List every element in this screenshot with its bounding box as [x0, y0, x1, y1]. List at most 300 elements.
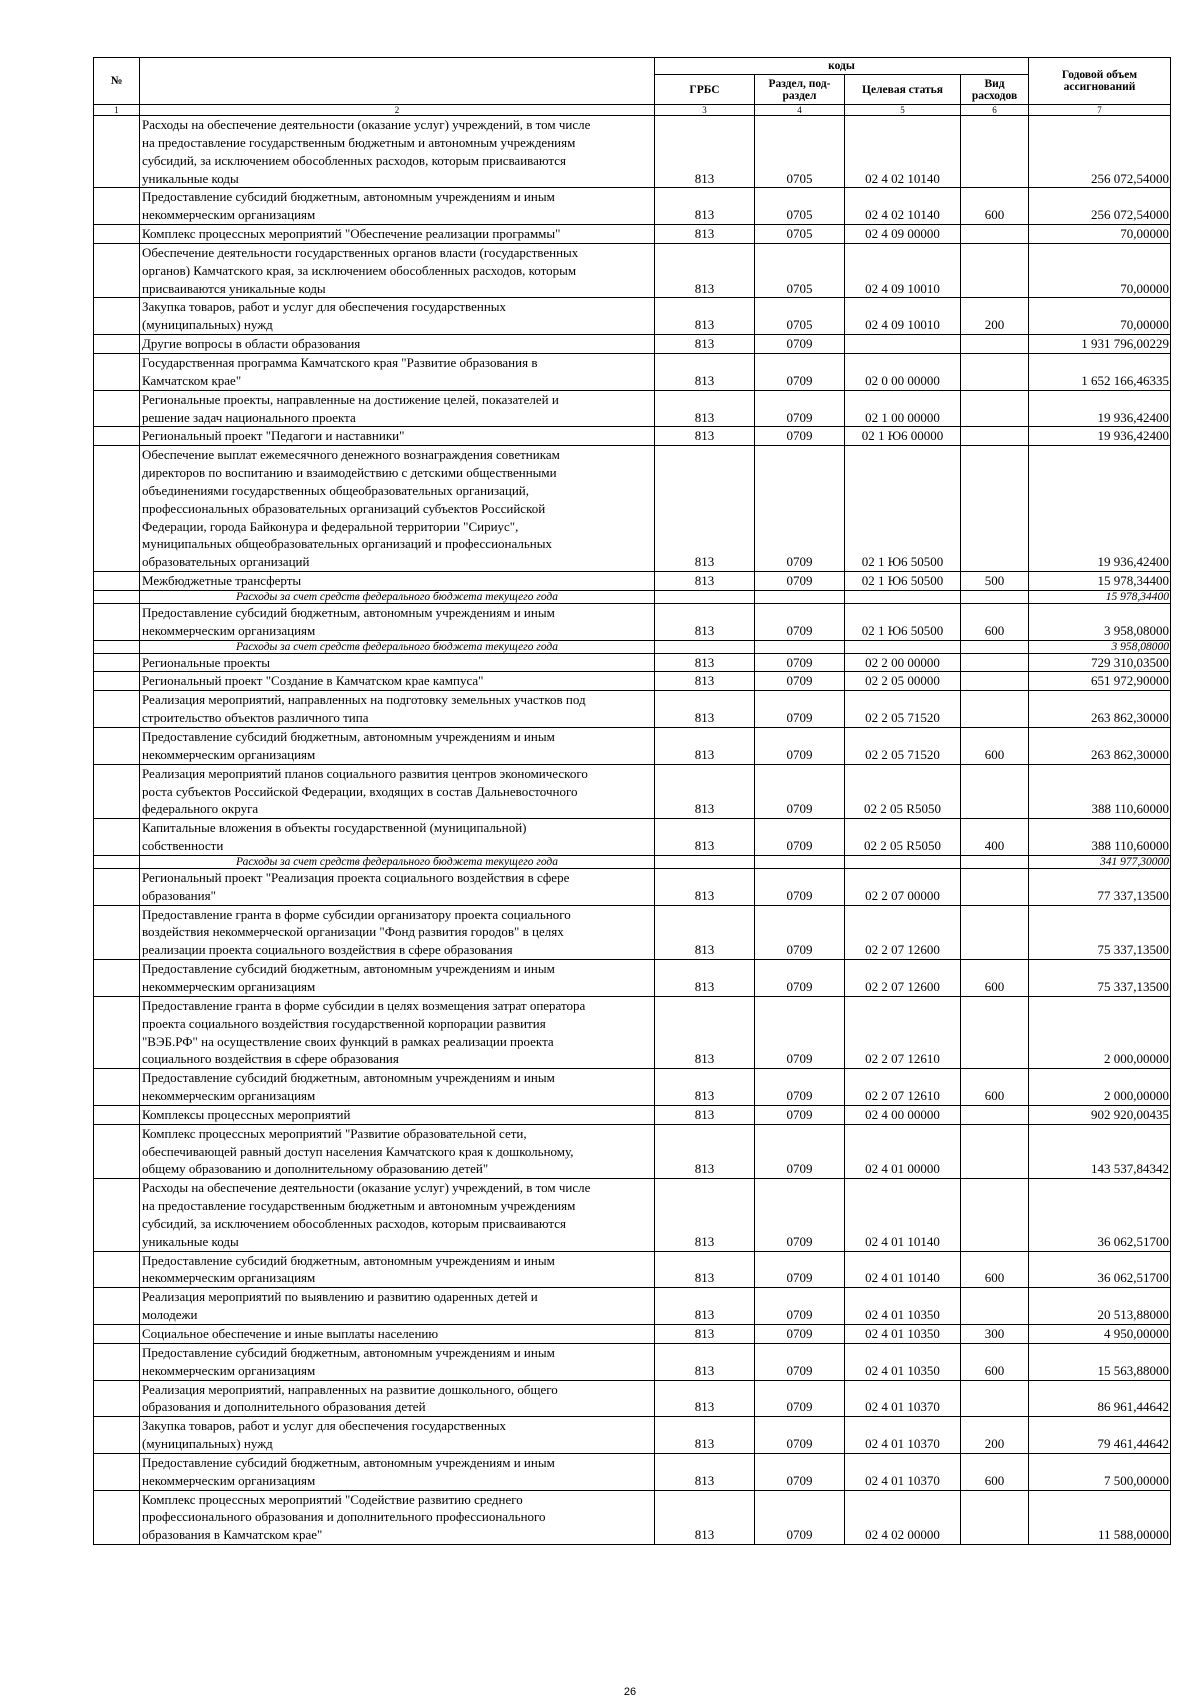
table-row [94, 188, 1171, 225]
row-target-cell: 02 4 09 10010 [845, 243, 961, 298]
row-name-cell: Региональные проекты [140, 653, 655, 672]
row-grbs-cell: 813 [655, 225, 755, 244]
row-type-cell [961, 764, 1029, 819]
table-row [94, 728, 1171, 765]
table-row [94, 764, 1171, 819]
row-grbs-cell: 813 [655, 335, 755, 354]
row-section-cell: 0705 [755, 116, 845, 188]
row-name-cell: Региональный проект "Педагоги и наставники" [140, 427, 655, 446]
row-name-cell: Комплекс процессных мероприятий "Содействие развитию среднего профессионального образования и дополнительного профессионального образования в Камчатском крае" [140, 1490, 655, 1545]
row-amount-cell: 36 062,51700 [1029, 1251, 1171, 1288]
row-section-cell [755, 640, 845, 653]
row-section-cell: 0709 [755, 1343, 845, 1380]
row-name-cell: Реализация мероприятий планов социального развития центров экономического роста субъектов Российской Федерации, входящих в состав Дальневосточного федерального округа [140, 764, 655, 819]
row-number-cell [94, 225, 140, 244]
row-section-cell: 0709 [755, 764, 845, 819]
header-num: № [94, 58, 140, 105]
row-target-cell: 02 4 01 10350 [845, 1325, 961, 1344]
row-target-cell: 02 4 09 10010 [845, 298, 961, 335]
row-target-cell [845, 640, 961, 653]
row-grbs-cell: 813 [655, 1453, 755, 1490]
row-name-cell: Комплекс процессных мероприятий "Обеспечение реализации программы" [140, 225, 655, 244]
row-amount-cell: 263 862,30000 [1029, 691, 1171, 728]
row-grbs-cell: 813 [655, 116, 755, 188]
row-amount-cell: 77 337,13500 [1029, 868, 1171, 905]
row-number-cell [94, 1288, 140, 1325]
row-grbs-cell: 813 [655, 353, 755, 390]
row-amount-cell: 1 652 166,46335 [1029, 353, 1171, 390]
row-section-cell: 0709 [755, 603, 845, 640]
row-grbs-cell: 813 [655, 390, 755, 427]
row-section-cell: 0709 [755, 353, 845, 390]
table-row [94, 996, 1171, 1068]
row-number-cell [94, 188, 140, 225]
table-row [94, 116, 1171, 188]
row-amount-cell: 143 537,84342 [1029, 1124, 1171, 1179]
row-type-cell [961, 1105, 1029, 1124]
row-grbs-cell: 813 [655, 1105, 755, 1124]
row-target-cell: 02 2 07 12610 [845, 996, 961, 1068]
row-grbs-cell: 813 [655, 1417, 755, 1454]
row-grbs-cell: 813 [655, 298, 755, 335]
row-grbs-cell: 813 [655, 1251, 755, 1288]
table-row [94, 868, 1171, 905]
row-target-cell: 02 4 02 00000 [845, 1490, 961, 1545]
row-target-cell: 02 4 02 10140 [845, 188, 961, 225]
row-type-cell [961, 1380, 1029, 1417]
row-target-cell: 02 2 07 12600 [845, 960, 961, 997]
row-grbs-cell: 813 [655, 1380, 755, 1417]
row-type-cell [961, 855, 1029, 868]
table-row [94, 905, 1171, 960]
row-number-cell [94, 764, 140, 819]
row-type-cell [961, 905, 1029, 960]
row-amount-cell: 256 072,54000 [1029, 188, 1171, 225]
row-type-cell [961, 1288, 1029, 1325]
table-row [94, 390, 1171, 427]
row-type-cell [961, 590, 1029, 603]
row-number-cell [94, 572, 140, 591]
row-target-cell: 02 4 01 10370 [845, 1380, 961, 1417]
row-type-cell [961, 225, 1029, 244]
row-name-cell: Другие вопросы в области образования [140, 335, 655, 354]
header-section: Раздел, под- раздел [755, 75, 845, 105]
row-amount-cell: 3 958,08000 [1029, 603, 1171, 640]
row-section-cell: 0709 [755, 960, 845, 997]
header-target: Целевая статья [845, 75, 961, 105]
row-type-cell [961, 653, 1029, 672]
row-section-cell: 0705 [755, 298, 845, 335]
table-row [94, 225, 1171, 244]
header-index: 2 [140, 105, 655, 116]
header-annual: Годовой объем ассигнований [1029, 58, 1171, 105]
row-target-cell: 02 4 01 10350 [845, 1288, 961, 1325]
row-name-cell: Предоставление гранта в форме субсидии организатору проекта социального воздействия некоммерческой организации "Фонд развития городов" в целях реализации проекта социального воздействия в сфере образования [140, 905, 655, 960]
row-type-cell [961, 116, 1029, 188]
row-amount-cell: 651 972,90000 [1029, 672, 1171, 691]
row-name-cell: Реализация мероприятий, направленных на развитие дошкольного, общего образования и дополнительного образования детей [140, 1380, 655, 1417]
row-type-cell: 300 [961, 1325, 1029, 1344]
row-section-cell: 0709 [755, 868, 845, 905]
federal-subtotal-row [94, 855, 1171, 868]
row-amount-cell: 902 920,00435 [1029, 1105, 1171, 1124]
row-target-cell: 02 2 05 71520 [845, 728, 961, 765]
row-section-cell: 0709 [755, 1417, 845, 1454]
row-target-cell: 02 0 00 00000 [845, 353, 961, 390]
row-amount-cell: 3 958,08000 [1029, 640, 1171, 653]
row-grbs-cell: 813 [655, 960, 755, 997]
federal-subtotal-row [94, 590, 1171, 603]
table-row [94, 1453, 1171, 1490]
row-name-cell: Предоставление субсидий бюджетным, автономным учреждениям и иным некоммерческим организациям [140, 960, 655, 997]
row-grbs-cell: 813 [655, 868, 755, 905]
row-number-cell [94, 390, 140, 427]
row-section-cell: 0709 [755, 446, 845, 572]
row-amount-cell: 729 310,03500 [1029, 653, 1171, 672]
row-amount-cell: 2 000,00000 [1029, 1069, 1171, 1106]
row-type-cell [961, 640, 1029, 653]
row-type-cell [961, 353, 1029, 390]
table-row [94, 653, 1171, 672]
row-section-cell: 0709 [755, 1069, 845, 1106]
row-target-cell: 02 4 01 10370 [845, 1417, 961, 1454]
row-type-cell [961, 335, 1029, 354]
row-section-cell: 0709 [755, 1124, 845, 1179]
row-target-cell: 02 1 Ю6 50500 [845, 603, 961, 640]
row-section-cell: 0709 [755, 1288, 845, 1325]
row-name-cell: Социальное обеспечение и иные выплаты населению [140, 1325, 655, 1344]
row-number-cell [94, 446, 140, 572]
row-amount-cell: 1 931 796,00229 [1029, 335, 1171, 354]
row-grbs-cell: 813 [655, 1288, 755, 1325]
table-row [94, 1288, 1171, 1325]
row-amount-cell: 36 062,51700 [1029, 1179, 1171, 1251]
row-number-cell [94, 243, 140, 298]
row-grbs-cell [655, 640, 755, 653]
row-name-cell: Реализация мероприятий, направленных на подготовку земельных участков под строительство объектов различного типа [140, 691, 655, 728]
header-codes: коды [655, 58, 1029, 75]
row-type-cell: 500 [961, 572, 1029, 591]
row-section-cell: 0705 [755, 188, 845, 225]
row-section-cell: 0709 [755, 819, 845, 856]
row-section-cell: 0709 [755, 691, 845, 728]
header-index: 1 [94, 105, 140, 116]
row-section-cell [755, 855, 845, 868]
row-grbs-cell: 813 [655, 243, 755, 298]
row-target-cell: 02 2 05 00000 [845, 672, 961, 691]
row-name-cell: Расходы за счет средств федерального бюджета текущего года [140, 590, 655, 603]
row-number-cell [94, 590, 140, 603]
row-number-cell [94, 603, 140, 640]
row-target-cell: 02 1 Ю6 50500 [845, 446, 961, 572]
row-target-cell: 02 4 00 00000 [845, 1105, 961, 1124]
row-target-cell: 02 4 01 10350 [845, 1343, 961, 1380]
row-name-cell: Расходы на обеспечение деятельности (оказание услуг) учреждений, в том числе на предоставление государственным бюджетным и автономным учреждениям субсидий, за исключением обособленных расходов, которым присваиваются уникальные коды [140, 116, 655, 188]
row-name-cell: Закупка товаров, работ и услуг для обеспечения государственных (муниципальных) нужд [140, 298, 655, 335]
row-amount-cell: 75 337,13500 [1029, 905, 1171, 960]
table-row [94, 691, 1171, 728]
row-number-cell [94, 427, 140, 446]
row-target-cell: 02 1 Ю6 50500 [845, 572, 961, 591]
row-type-cell: 600 [961, 960, 1029, 997]
row-name-cell: Предоставление субсидий бюджетным, автономным учреждениям и иным некоммерческим организациям [140, 603, 655, 640]
row-name-cell: Государственная программа Камчатского края "Развитие образования в Камчатском крае" [140, 353, 655, 390]
row-type-cell [961, 1124, 1029, 1179]
row-grbs-cell: 813 [655, 728, 755, 765]
row-target-cell: 02 4 02 10140 [845, 116, 961, 188]
row-type-cell: 600 [961, 1453, 1029, 1490]
row-grbs-cell: 813 [655, 1325, 755, 1344]
header-index: 4 [755, 105, 845, 116]
row-number-cell [94, 335, 140, 354]
row-grbs-cell: 813 [655, 1179, 755, 1251]
row-number-cell [94, 905, 140, 960]
row-type-cell [961, 996, 1029, 1068]
table-row [94, 1105, 1171, 1124]
row-grbs-cell [655, 855, 755, 868]
row-amount-cell: 19 936,42400 [1029, 390, 1171, 427]
row-target-cell: 02 2 00 00000 [845, 653, 961, 672]
page-number: 26 [623, 1686, 637, 1698]
row-type-cell: 600 [961, 728, 1029, 765]
row-number-cell [94, 1380, 140, 1417]
row-amount-cell: 341 977,30000 [1029, 855, 1171, 868]
table-row [94, 1490, 1171, 1545]
row-number-cell [94, 1179, 140, 1251]
row-grbs-cell: 813 [655, 188, 755, 225]
table-row [94, 427, 1171, 446]
table-row [94, 298, 1171, 335]
row-target-cell: 02 4 01 10370 [845, 1453, 961, 1490]
row-target-cell: 02 2 05 R5050 [845, 764, 961, 819]
row-type-cell: 600 [961, 188, 1029, 225]
row-amount-cell: 388 110,60000 [1029, 764, 1171, 819]
row-type-cell: 200 [961, 1417, 1029, 1454]
row-type-cell: 600 [961, 1251, 1029, 1288]
table-row [94, 1417, 1171, 1454]
row-number-cell [94, 1453, 140, 1490]
row-grbs-cell: 813 [655, 427, 755, 446]
row-amount-cell: 256 072,54000 [1029, 116, 1171, 188]
row-number-cell [94, 960, 140, 997]
row-name-cell: Комплекс процессных мероприятий "Развитие образовательной сети, обеспечивающей равный доступ населения Камчатского края к дошкольному, общему образованию и дополнительному образованию детей" [140, 1124, 655, 1179]
row-amount-cell: 2 000,00000 [1029, 996, 1171, 1068]
row-number-cell [94, 868, 140, 905]
row-section-cell: 0709 [755, 1105, 845, 1124]
header-name [140, 58, 655, 105]
header-index: 3 [655, 105, 755, 116]
row-section-cell: 0709 [755, 672, 845, 691]
row-section-cell: 0705 [755, 225, 845, 244]
row-target-cell: 02 4 01 00000 [845, 1124, 961, 1179]
row-grbs-cell: 813 [655, 1124, 755, 1179]
row-target-cell: 02 2 05 R5050 [845, 819, 961, 856]
row-name-cell: Межбюджетные трансферты [140, 572, 655, 591]
row-type-cell [961, 390, 1029, 427]
row-amount-cell: 15 978,34400 [1029, 572, 1171, 591]
row-number-cell [94, 1124, 140, 1179]
row-amount-cell: 15 978,34400 [1029, 590, 1171, 603]
row-target-cell: 02 4 09 00000 [845, 225, 961, 244]
row-amount-cell: 70,00000 [1029, 298, 1171, 335]
row-name-cell: Предоставление субсидий бюджетным, автономным учреждениям и иным некоммерческим организациям [140, 1251, 655, 1288]
row-name-cell: Предоставление субсидий бюджетным, автономным учреждениям и иным некоммерческим организациям [140, 188, 655, 225]
row-number-cell [94, 855, 140, 868]
row-amount-cell: 388 110,60000 [1029, 819, 1171, 856]
table-row [94, 1069, 1171, 1106]
row-section-cell: 0709 [755, 572, 845, 591]
row-grbs-cell [655, 590, 755, 603]
row-section-cell: 0709 [755, 1179, 845, 1251]
row-number-cell [94, 1069, 140, 1106]
row-amount-cell: 7 500,00000 [1029, 1453, 1171, 1490]
row-amount-cell: 70,00000 [1029, 243, 1171, 298]
row-section-cell: 0709 [755, 1453, 845, 1490]
row-amount-cell: 4 950,00000 [1029, 1325, 1171, 1344]
header-index: 6 [961, 105, 1029, 116]
row-name-cell: Расходы за счет средств федерального бюджета текущего года [140, 855, 655, 868]
row-grbs-cell: 813 [655, 1343, 755, 1380]
table-row [94, 672, 1171, 691]
header-index: 7 [1029, 105, 1171, 116]
row-name-cell: Обеспечение деятельности государственных органов власти (государственных органов) Камчатского края, за исключением обособленных расходов, которым присваиваются уникальные коды [140, 243, 655, 298]
row-name-cell: Закупка товаров, работ и услуг для обеспечения государственных (муниципальных) нужд [140, 1417, 655, 1454]
row-number-cell [94, 640, 140, 653]
row-type-cell [961, 243, 1029, 298]
header-grbs: ГРБС [655, 75, 755, 105]
row-name-cell: Обеспечение выплат ежемесячного денежного вознаграждения советникам директоров по воспитанию и взаимодействию с детскими общественными объединениями государственных общеобразовательных организаций, профессиональных образовательных организаций субъектов Российской Федерации, города Байконура и федеральной территории "Сириус", муниципальных общеобразовательных организаций и профессиональных образовательных организаций [140, 446, 655, 572]
row-target-cell [845, 335, 961, 354]
table-row [94, 1124, 1171, 1179]
header-type: Вид расходов [961, 75, 1029, 105]
row-amount-cell: 11 588,00000 [1029, 1490, 1171, 1545]
row-section-cell [755, 590, 845, 603]
row-name-cell: Региональный проект "Создание в Камчатском крае кампуса" [140, 672, 655, 691]
table-row [94, 1325, 1171, 1344]
row-name-cell: Предоставление субсидий бюджетным, автономным учреждениям и иным некоммерческим организациям [140, 1069, 655, 1106]
row-section-cell: 0709 [755, 1490, 845, 1545]
row-amount-cell: 20 513,88000 [1029, 1288, 1171, 1325]
row-amount-cell: 75 337,13500 [1029, 960, 1171, 997]
row-name-cell: Комплексы процессных мероприятий [140, 1105, 655, 1124]
row-number-cell [94, 116, 140, 188]
row-target-cell: 02 2 05 71520 [845, 691, 961, 728]
row-type-cell [961, 1179, 1029, 1251]
table-row [94, 572, 1171, 591]
table-row [94, 446, 1171, 572]
row-section-cell: 0709 [755, 335, 845, 354]
table-header [94, 58, 1171, 116]
row-type-cell [961, 691, 1029, 728]
row-number-cell [94, 691, 140, 728]
row-section-cell: 0709 [755, 390, 845, 427]
budget-table [93, 57, 1171, 1545]
row-section-cell: 0709 [755, 427, 845, 446]
row-section-cell: 0709 [755, 653, 845, 672]
row-name-cell: Капитальные вложения в объекты государственной (муниципальной) собственности [140, 819, 655, 856]
row-section-cell: 0709 [755, 1380, 845, 1417]
row-amount-cell: 86 961,44642 [1029, 1380, 1171, 1417]
table-row [94, 353, 1171, 390]
row-number-cell [94, 1251, 140, 1288]
row-target-cell [845, 855, 961, 868]
row-name-cell: Предоставление гранта в форме субсидии в целях возмещения затрат оператора проекта социального воздействия государственной корпорации развития "ВЭБ.РФ" на осуществление своих функций в рамках реализации проекта социального воздействия в сфере образования [140, 996, 655, 1068]
row-type-cell [961, 1490, 1029, 1545]
row-number-cell [94, 819, 140, 856]
row-amount-cell: 263 862,30000 [1029, 728, 1171, 765]
row-name-cell: Региональный проект "Реализация проекта социального воздействия в сфере образования" [140, 868, 655, 905]
row-amount-cell: 19 936,42400 [1029, 427, 1171, 446]
row-section-cell: 0709 [755, 905, 845, 960]
row-type-cell: 200 [961, 298, 1029, 335]
table-row [94, 1343, 1171, 1380]
row-type-cell: 600 [961, 1069, 1029, 1106]
row-number-cell [94, 353, 140, 390]
row-name-cell: Расходы за счет средств федерального бюджета текущего года [140, 640, 655, 653]
row-number-cell [94, 298, 140, 335]
table-row [94, 1179, 1171, 1251]
row-amount-cell: 19 936,42400 [1029, 446, 1171, 572]
row-target-cell: 02 4 01 10140 [845, 1179, 961, 1251]
row-number-cell [94, 672, 140, 691]
table-row [94, 1251, 1171, 1288]
row-name-cell: Предоставление субсидий бюджетным, автономным учреждениям и иным некоммерческим организациям [140, 1453, 655, 1490]
row-number-cell [94, 1325, 140, 1344]
federal-subtotal-row [94, 640, 1171, 653]
row-type-cell [961, 427, 1029, 446]
row-name-cell: Предоставление субсидий бюджетным, автономным учреждениям и иным некоммерческим организациям [140, 728, 655, 765]
row-section-cell: 0709 [755, 996, 845, 1068]
row-grbs-cell: 813 [655, 603, 755, 640]
row-target-cell: 02 4 01 10140 [845, 1251, 961, 1288]
row-grbs-cell: 813 [655, 572, 755, 591]
table-row [94, 960, 1171, 997]
row-number-cell [94, 1417, 140, 1454]
table-row [94, 819, 1171, 856]
row-grbs-cell: 813 [655, 1069, 755, 1106]
table-row [94, 335, 1171, 354]
row-grbs-cell: 813 [655, 819, 755, 856]
row-target-cell: 02 2 07 12610 [845, 1069, 961, 1106]
row-name-cell: Расходы на обеспечение деятельности (оказание услуг) учреждений, в том числе на предоставление государственным бюджетным и автономным учреждениям субсидий, за исключением обособленных расходов, которым присваиваются уникальные коды [140, 1179, 655, 1251]
row-number-cell [94, 996, 140, 1068]
row-type-cell: 600 [961, 603, 1029, 640]
row-section-cell: 0709 [755, 1251, 845, 1288]
row-number-cell [94, 1105, 140, 1124]
row-type-cell: 400 [961, 819, 1029, 856]
row-number-cell [94, 1490, 140, 1545]
row-target-cell: 02 2 07 00000 [845, 868, 961, 905]
row-section-cell: 0709 [755, 728, 845, 765]
row-name-cell: Региональные проекты, направленные на достижение целей, показателей и решение задач национального проекта [140, 390, 655, 427]
row-section-cell: 0709 [755, 1325, 845, 1344]
table-row [94, 243, 1171, 298]
row-amount-cell: 15 563,88000 [1029, 1343, 1171, 1380]
table-row [94, 1380, 1171, 1417]
row-type-cell [961, 672, 1029, 691]
row-type-cell [961, 868, 1029, 905]
row-section-cell: 0705 [755, 243, 845, 298]
table-row [94, 603, 1171, 640]
row-target-cell: 02 2 07 12600 [845, 905, 961, 960]
row-target-cell [845, 590, 961, 603]
row-target-cell: 02 1 Ю6 00000 [845, 427, 961, 446]
row-grbs-cell: 813 [655, 996, 755, 1068]
row-number-cell [94, 653, 140, 672]
row-grbs-cell: 813 [655, 1490, 755, 1545]
row-target-cell: 02 1 00 00000 [845, 390, 961, 427]
table-body [94, 116, 1171, 1545]
